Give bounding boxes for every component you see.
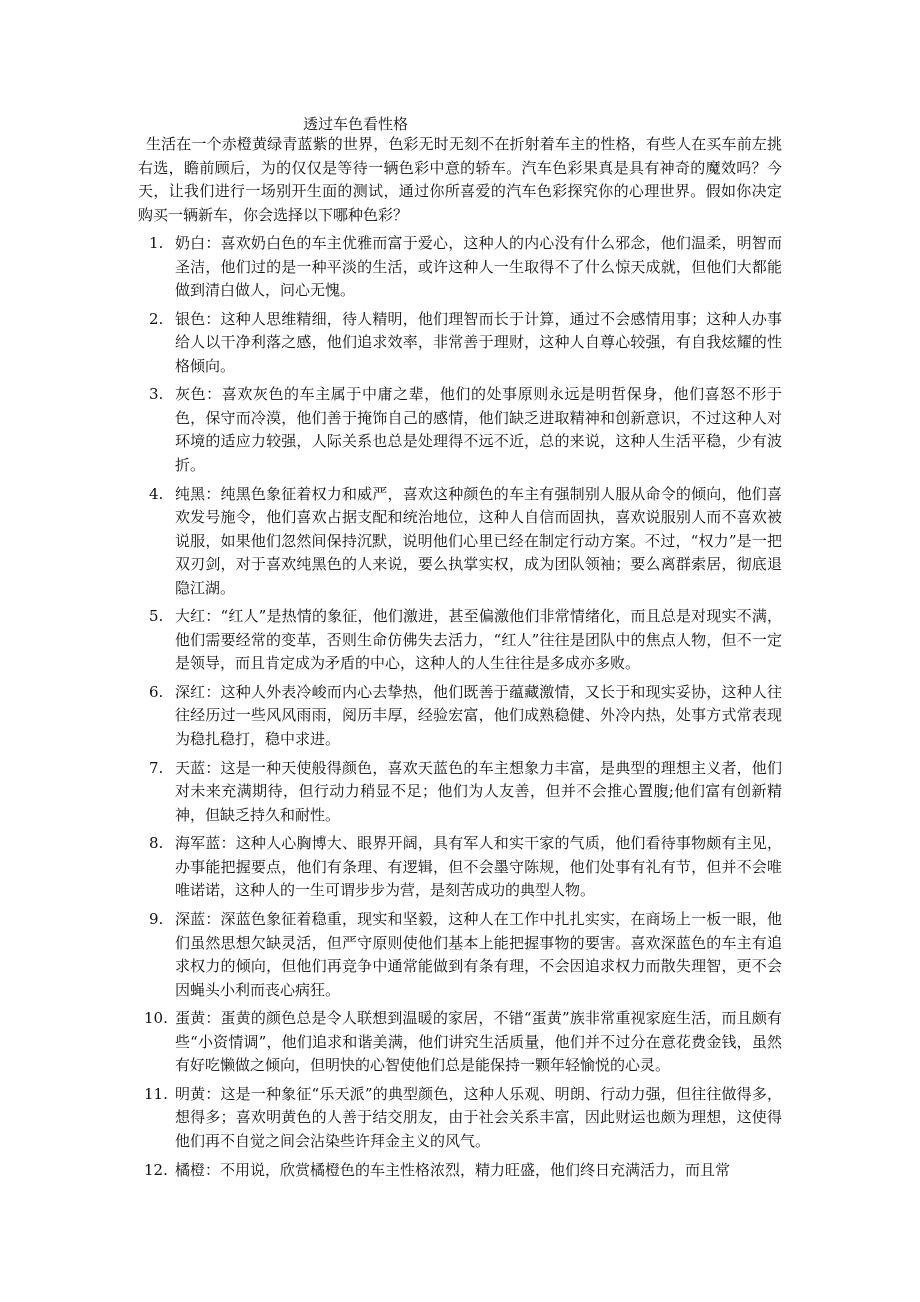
item-number: 5. xyxy=(149,607,164,626)
item-number: 12. xyxy=(144,1160,168,1179)
item-number: 6. xyxy=(149,682,164,701)
item-number: 1. xyxy=(149,234,164,252)
intro-paragraph: 生活在一个赤橙黄绿青蓝紫的世界，色彩无时无刻不在折射着车主的性格，有些人在买车前左挑右选，瞻前顾后，为的仅仅是等待一辆色彩中意的轿车。汽车色彩果真是具有神奇的魔效吗？今天，让我们进行一场别开生面的测试，通过你所喜爱的汽车色彩探究你的心理世界。假如你决定购买一辆新车，你会选择以下哪种色彩？ xyxy=(138,135,782,224)
list-item xyxy=(138,383,782,477)
item-text: 纯黑：纯黑色象征着权力和威严，喜欢这种颜色的车主有强制别人服从命令的倾向，他们喜欢发号施令，他们喜欢占据支配和统治地位，这种人自信而固执，喜欢说服别人而不喜欢被说服，如果他们忽然间保持沉默，说明他们心里已经在制定行动方案。不过，“权力”是一把双刃剑，对于喜欢纯黑色的人来说，要么执掌实权，成为团队领袖；要么离群索居，彻底退隐江湖。 xyxy=(175,484,782,597)
item-number: 2. xyxy=(149,309,164,328)
item-text: 银色：这种人思维精细，待人精明，他们理智而长于计算，通过不会感情用事；这种人办事给人以干净利落之感，他们追求效率，非常善于理财，这种人自尊心较强，有自我炫耀的性格倾向。 xyxy=(175,309,782,375)
item-text: 明黄：这是一种象征“乐天派”的典型颜色，这种人乐观、明朗、行动力强，但往往做得多，想得多；喜欢明黄色的人善于结交朋友，由于社会关系丰富，因此财运也颇为理想，这使得他们再不自觉之间会沾染些许拜金主义的风气。 xyxy=(175,1084,782,1150)
color-list xyxy=(138,232,782,1187)
list-item xyxy=(138,757,782,828)
item-text: 奶白：喜欢奶白色的车主优雅而富于爱心，这种人的内心没有什么邪念，他们温柔，明智而圣洁，他们过的是一种平淡的生活，或许这种人一生取得不了什么惊天成就，但他们大都能做到清白做人，问心无愧。 xyxy=(175,234,782,299)
list-item xyxy=(138,1159,782,1183)
list-item xyxy=(138,681,782,752)
list-item xyxy=(138,605,782,676)
item-number: 8. xyxy=(149,834,164,853)
list-item xyxy=(138,308,782,379)
item-text: 深红：这种人外表冷峻而内心去挚热，他们既善于蕴藏激情，又长于和现实妥协，这种人往往经历过一些风风雨雨，阅历丰厚，经验宏富，他们成熟稳健、外冷内热，处事方式常表现为稳扎稳打，稳中求进。 xyxy=(175,682,782,748)
item-number: 9. xyxy=(149,910,164,928)
item-text: 大红：“红人”是热情的象征，他们激进，甚至偏激他们非常情绪化，而且总是对现实不满，他们需要经常的变革，否则生命仿佛失去活力，“红人”往往是团队中的焦点人物，但不一定是领导，而且肯定成为矛盾的中心，这种人的人生往往是多成亦多败。 xyxy=(175,607,782,673)
list-item xyxy=(138,908,782,1002)
item-number: 10. xyxy=(144,1009,168,1028)
list-item xyxy=(138,1083,782,1154)
list-item xyxy=(138,1007,782,1078)
item-number: 4. xyxy=(149,484,164,503)
item-text: 灰色：喜欢灰色的车主属于中庸之辈，他们的处事原则永远是明哲保身，他们喜怒不形于色，保守而冷漠，他们善于掩饰自己的感情，他们缺乏进取精神和创新意识，不过这种人对环境的适应力较强，人际关系也总是处理得不远不近，总的来说，这种人生活平稳，少有波折。 xyxy=(175,385,782,474)
item-number: 3. xyxy=(149,385,164,404)
item-number: 11. xyxy=(144,1084,168,1103)
item-number: 7. xyxy=(149,758,164,777)
list-item xyxy=(138,832,782,903)
list-item xyxy=(138,232,782,303)
item-text: 蛋黄：蛋黄的颜色总是令人联想到温暖的家居，不错“蛋黄”族非常重视家庭生活，而且颇有些“小资情调”，他们追求和谐美满，他们讲究生活质量，他们并不过分在意花费金钱，虽然有好吃懒做之倾向，但明快的心智使他们总是能保持一颗年轻愉悦的心灵。 xyxy=(175,1009,782,1075)
item-text: 深蓝：深蓝色象征着稳重，现实和坚毅，这种人在工作中扎扎实实，在商场上一板一眼，他们虽然思想欠缺灵活，但严守原则使他们基本上能把握事物的要害。喜欢深蓝色的车主有追求权力的倾向，但他们再竞争中通常能做到有条有理，不会因追求权力而散失理智，更不会因蝇头小利而丧心病狂。 xyxy=(175,910,782,999)
item-text: 天蓝：这是一种天使般得颜色，喜欢天蓝色的车主想象力丰富，是典型的理想主义者，他们对未来充满期待，但行动力稍显不足；他们为人友善，但并不会推心置腹;他们富有创新精神，但缺乏持久和耐性。 xyxy=(175,758,782,824)
list-item xyxy=(138,483,782,601)
document-title: 透过车色看性格 xyxy=(303,115,409,133)
item-text: 海军蓝：这种人心胸博大、眼界开阔，具有军人和实干家的气质，他们看待事物颇有主见，办事能把握要点，他们有条理、有逻辑，但不会墨守陈规，他们处事有礼有节，但并不会唯唯诺诺，这种人的一生可谓步步为营，是刻苦成功的典型人物。 xyxy=(175,834,782,900)
item-text: 橘橙：不用说，欣赏橘橙色的车主性格浓烈，精力旺盛，他们终日充满活力，而且常 xyxy=(175,1160,731,1179)
